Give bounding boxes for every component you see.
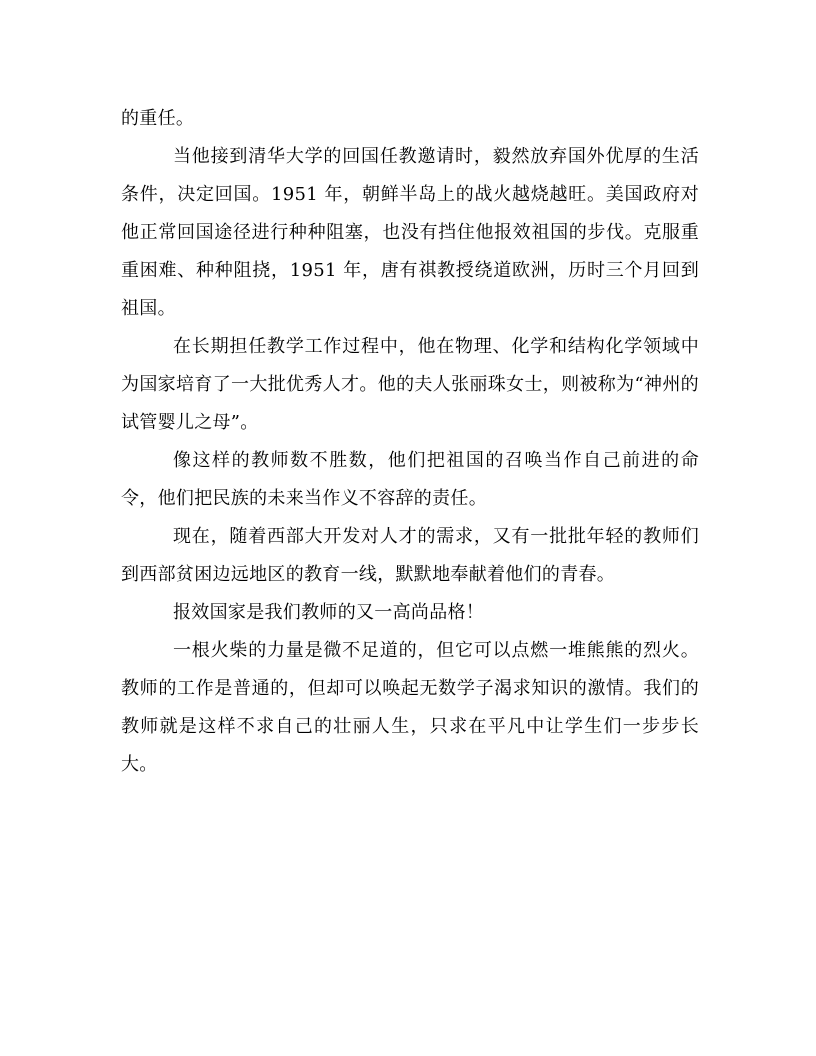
- paragraph-4: 像这样的教师数不胜数，他们把祖国的召唤当作自己前进的命令，他们把民族的未来当作义不容辞的责任。: [121, 450, 699, 509]
- paragraph-5: 现在，随着西部大开发对人才的需求，又有一批批年轻的教师们到西部贫困边远地区的教育一线，默默地奉献着他们的青春。: [121, 526, 699, 585]
- paragraph-1: 的重任。: [121, 108, 195, 129]
- paragraph-7: 一根火柴的力量是微不足道的，但它可以点燃一堆熊熊的烈火。教师的工作是普通的，但却可以唤起无数学子渴求知识的激情。我们的教师就是这样不求自己的壮丽人生，只求在平凡中让学生们一步步长大。: [121, 640, 699, 775]
- document-body: [121, 100, 699, 784]
- paragraph-6: 报效国家是我们教师的又一高尚品格！: [173, 602, 485, 623]
- paragraph-2: 当他接到清华大学的回国任教邀请时，毅然放弃国外优厚的生活条件，决定回国。1951 年，朝鲜半岛上的战火越烧越旺。美国政府对他正常回国途径进行种种阻塞，也没有挡住他报效祖国的步伐。克服重重困难、种种阻挠，1951 年，唐有祺教授绕道欧洲，历时三个月回到祖国。: [121, 146, 699, 319]
- paragraph-3: 在长期担任教学工作过程中，他在物理、化学和结构化学领域中为国家培育了一大批优秀人才。他的夫人张丽珠女士，则被称为“神州的试管婴儿之母”。: [121, 336, 699, 433]
